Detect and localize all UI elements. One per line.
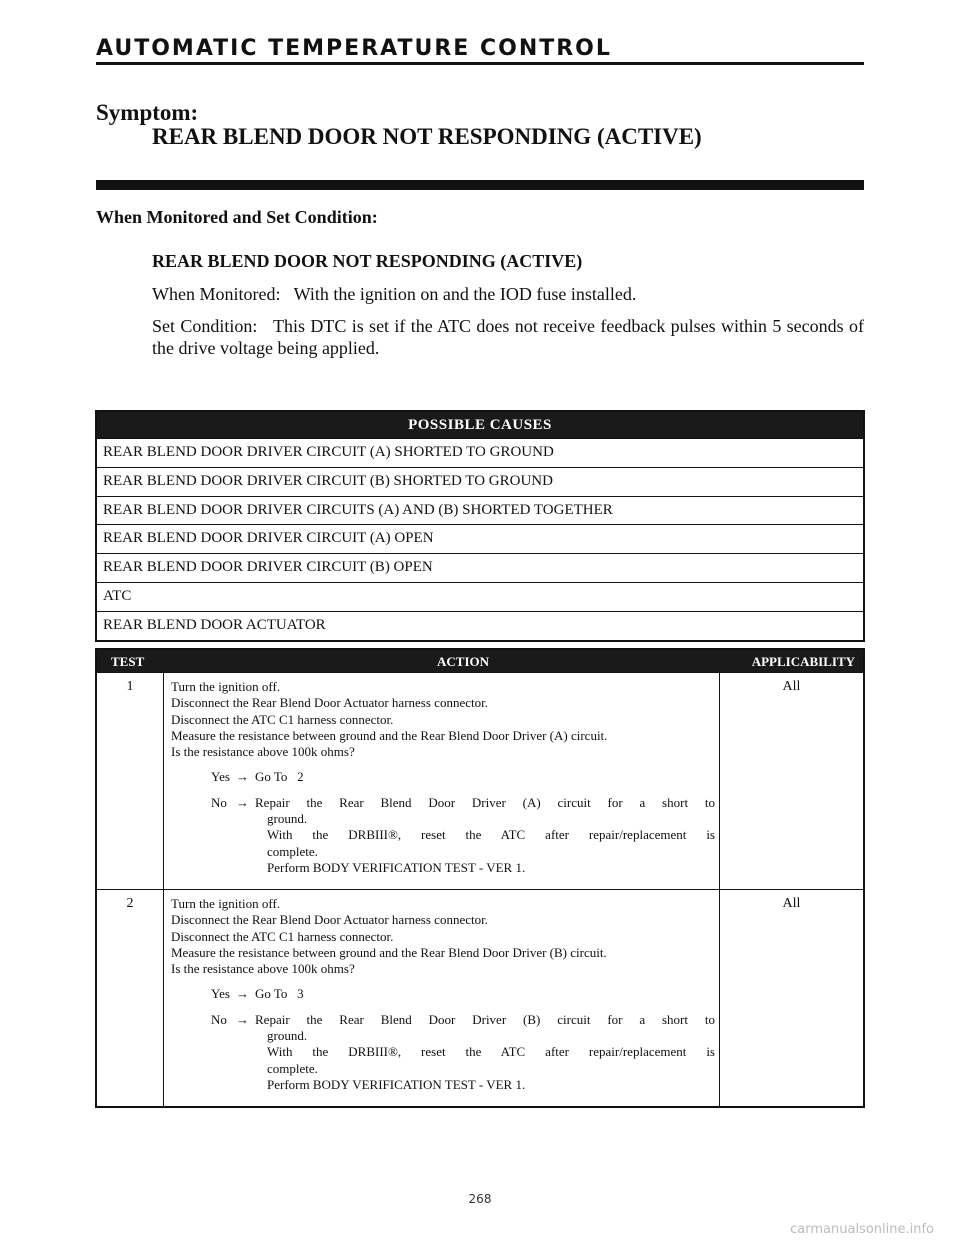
arrow-right-icon: →	[236, 769, 249, 785]
yes-result: Go To 3	[255, 986, 304, 1002]
action-step: Turn the ignition off.	[171, 896, 281, 911]
no-result-line: complete.	[267, 1060, 318, 1076]
test-number: 1	[126, 679, 134, 694]
action-step: Turn the ignition off.	[171, 679, 281, 694]
action-step: Disconnect the Rear Blend Door Actuator harness connector.	[171, 695, 488, 711]
test-row	[97, 889, 863, 1106]
yes-label: Yes	[211, 769, 230, 785]
cause-item: REAR BLEND DOOR DRIVER CIRCUIT (B) SHORTED TO GROUND	[97, 467, 863, 496]
column-divider	[719, 673, 720, 889]
cause-item: REAR BLEND DOOR DRIVER CIRCUITS (A) AND (B) SHORTED TOGETHER	[97, 496, 863, 525]
no-branch	[171, 795, 715, 876]
test-applicability: All	[782, 896, 801, 911]
cause-item: REAR BLEND DOOR DRIVER CIRCUIT (B) OPEN	[97, 553, 863, 582]
header-action: ACTION	[437, 654, 490, 669]
arrow-right-icon: →	[236, 1011, 249, 1027]
no-result-line: Perform BODY VERIFICATION TEST - VER 1.	[267, 859, 526, 875]
test-number: 2	[126, 896, 134, 911]
action-step: Disconnect the Rear Blend Door Actuator harness connector.	[171, 912, 488, 928]
when-monitored-text: When Monitored: With the ignition on and the IOD fuse installed.	[152, 284, 637, 304]
watermark: carmanualsonline.info	[790, 1222, 934, 1237]
column-divider	[719, 890, 720, 1106]
header-rule	[96, 62, 864, 65]
test-applicability: All	[782, 679, 801, 694]
no-branch	[171, 1012, 715, 1093]
test-action	[171, 896, 715, 1093]
test-action	[171, 679, 715, 876]
no-result-line: With the DRBIII®, reset the ATC after repair/replacement is	[267, 1044, 715, 1060]
page-number: 268	[468, 1192, 492, 1206]
cause-item: REAR BLEND DOOR DRIVER CIRCUIT (A) SHORTED TO GROUND	[97, 438, 863, 467]
arrow-right-icon: →	[236, 986, 249, 1002]
set-condition-text: Set Condition: This DTC is set if the ATC does not receive feedback pulses within 5 seconds of the drive voltage being applied.	[152, 316, 869, 358]
cause-item: REAR BLEND DOOR DRIVER CIRCUIT (A) OPEN	[97, 524, 863, 553]
header-applicability: APPLICABILITY	[751, 654, 855, 669]
action-step: Disconnect the ATC C1 harness connector.	[171, 928, 394, 944]
yes-branch	[171, 986, 715, 1002]
no-label: No	[211, 1011, 227, 1027]
no-result-line: ground.	[267, 811, 308, 827]
no-result: Repair the Rear Blend Door Driver (A) circuit for a short to	[255, 794, 715, 810]
possible-causes-heading: POSSIBLE CAUSES	[97, 412, 863, 438]
no-result-line: ground.	[267, 1028, 308, 1044]
no-result: Repair the Rear Blend Door Driver (B) circuit for a short to	[255, 1011, 715, 1027]
symptom-title: REAR BLEND DOOR NOT RESPONDING (ACTIVE)	[152, 124, 702, 149]
action-step: Is the resistance above 100k ohms?	[171, 961, 355, 977]
action-step: Is the resistance above 100k ohms?	[171, 744, 355, 760]
no-result-line: Perform BODY VERIFICATION TEST - VER 1.	[267, 1076, 526, 1092]
conditions-heading: When Monitored and Set Condition:	[96, 207, 378, 227]
column-divider	[163, 673, 164, 889]
no-label: No	[211, 794, 227, 810]
yes-result: Go To 2	[255, 769, 304, 785]
cause-item: REAR BLEND DOOR ACTUATOR	[97, 611, 863, 640]
no-result-line: With the DRBIII®, reset the ATC after repair/replacement is	[267, 827, 715, 843]
yes-branch	[171, 769, 715, 785]
section-header: AUTOMATIC TEMPERATURE CONTROL	[96, 36, 612, 61]
test-row	[97, 672, 863, 889]
possible-causes-table	[95, 410, 865, 642]
symptom-label: Symptom:	[96, 100, 199, 125]
yes-label: Yes	[211, 986, 230, 1002]
test-table-header	[97, 650, 863, 672]
cause-item: ATC	[97, 582, 863, 611]
divider-bar	[96, 180, 864, 190]
action-step: Measure the resistance between ground and the Rear Blend Door Driver (A) circuit.	[171, 727, 608, 743]
no-result-line: complete.	[267, 843, 318, 859]
column-divider	[163, 890, 164, 1106]
action-step: Disconnect the ATC C1 harness connector.	[171, 711, 394, 727]
header-test: TEST	[111, 654, 145, 669]
arrow-right-icon: →	[236, 794, 249, 810]
test-table	[95, 648, 865, 1108]
conditions-title: REAR BLEND DOOR NOT RESPONDING (ACTIVE)	[152, 251, 583, 271]
action-step: Measure the resistance between ground and the Rear Blend Door Driver (B) circuit.	[171, 944, 607, 960]
